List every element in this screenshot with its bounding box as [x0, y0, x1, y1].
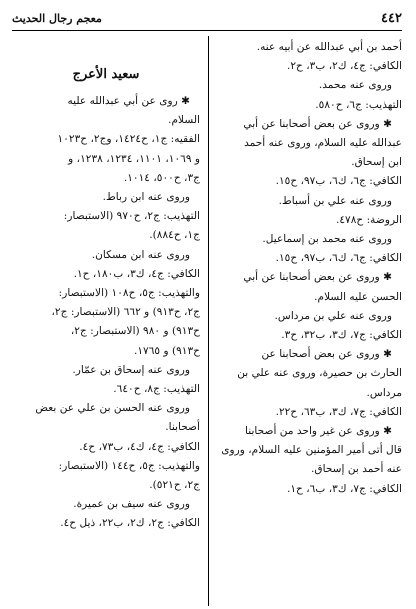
text-line: الكافي: ج٦، ك٦، ب٩٧، ح١٥.: [275, 252, 402, 265]
text-line: التهذيب: ج٢، ح٩٧٠ (الاستبصار:: [63, 210, 200, 223]
text-line: وروى عنه ابن مسكان.: [91, 248, 190, 261]
text-line: وروى عنه علي بن مرداس.: [274, 309, 392, 322]
text-line: الفقيه: ج١، ح١٤٢٤، وج٢، ح١٠٢٣: [57, 133, 200, 146]
text-line: وروى عنه ابن رباط.: [102, 191, 190, 204]
text-line: ✱ وروى عن بعض أصحابنا عن: [261, 348, 392, 361]
text-line: التهذيب: ج٦، ح٥٨٠.: [315, 98, 402, 111]
text-line: أحمد بن أبي عبدالله عن أبيه عنه.: [256, 41, 402, 53]
text-line: والتهذيب: ج٥، ح١٠٨ (الاستبصار:: [58, 287, 200, 300]
text-line: وروى عنه محمد.: [318, 79, 392, 92]
text-line: الكافي: ج٤، ك٤، ب٧٣، ح٤.: [79, 440, 200, 453]
text-line: ✱ وروى عن بعض أصحابنا عن أبي: [243, 271, 392, 284]
entry-heading: سعيد الأعرج: [72, 67, 140, 82]
text-line: ج١، ح٨٨٤).: [149, 229, 200, 242]
text-line: الكافي: ج٤، ك٣، ب١٨٠، ح١.: [73, 267, 200, 280]
text-line: الروضة: ح٤٧٨.: [335, 213, 402, 226]
text-line: الحسن عليه السلام.: [314, 290, 402, 303]
text-line: وروى عنه الحسن بن علي عن بعض: [35, 402, 190, 415]
page-number: ٤٤٢: [381, 10, 402, 26]
text-line: ح٩١٣) و ٩٨٠ (الاستبصار: ج٢،: [70, 325, 200, 338]
left-column: [12, 38, 200, 534]
text-line: ✱ وروى عن غير واحد من أصحابنا: [245, 425, 392, 438]
text-line: أصحابنا.: [165, 421, 200, 434]
text-line: والتهذيب: ج٥، ح١٤٤ (الاستبصار:: [58, 459, 200, 472]
column-divider: [208, 36, 209, 606]
text-line: ج٣، ح٥٠٠، ١٠١٤.: [123, 171, 200, 184]
text-line: عنه أحمد بن إسحاق.: [311, 463, 402, 476]
text-line: الكافي: ج٧، ك٣، ب٦٣، ح٢٢.: [275, 405, 402, 418]
text-line: الكافي: ج٢، ك٢، ب٢٢، ذيل ح٤.: [60, 517, 200, 530]
text-line: وروى عنه سيف بن عميرة.: [73, 498, 190, 511]
text-line: و ١٠٦٩، ١١٠١، ١٢٣٤، ١٢٣٨، و: [68, 152, 200, 165]
text-line: السلام.: [168, 114, 200, 127]
running-title: معجم رجال الحديث: [12, 11, 102, 25]
text-line: وروى عنه علي بن أسباط.: [278, 194, 392, 207]
text-line: الكافي: ج٧، ك٣، ب٣٢، ح٣.: [281, 329, 402, 342]
right-column: [214, 38, 402, 499]
text-line: وروى عنه إسحاق بن عمّار.: [72, 363, 190, 376]
page-header: [12, 6, 402, 31]
text-line: الكافي: ج٧، ك٣، ب٦، ح١.: [286, 482, 402, 495]
text-line: الحارث بن حصيرة، وروى عنه علي بن: [237, 367, 402, 380]
text-line: ح٩١٣) و ١٧٦٥.: [133, 344, 200, 357]
text-line: الكافي: ج٤، ك٢، ب٣، ح٢.: [286, 60, 402, 73]
text-line: ج٢، ح٩١٣) و ٦٦٢ (الاستبصار: ج٢،: [51, 306, 200, 319]
text-line: وروى عنه محمد بن إسماعيل.: [262, 233, 392, 246]
text-line: الكافي: ج٦، ك٦، ب٩٧، ح١٥.: [275, 175, 402, 188]
text-line: ✱ وروى عن بعض أصحابنا عن أبي: [243, 117, 392, 130]
text-line: مرداس.: [366, 386, 402, 399]
text-line: التهذيب: ج٨، ح٦٤٠.: [113, 383, 200, 396]
text-line: ✱ روى عن أبي عبدالله عليه: [67, 95, 190, 107]
text-line: قال أتى أمير المؤمنين عليه السلام، وروى: [221, 444, 402, 457]
text-line: ابن إسحاق.: [351, 156, 402, 169]
text-line: ج٢، ح٥٢١).: [149, 479, 200, 492]
text-line: عبدالله عليه السلام، وروى عنه أحمد: [244, 137, 402, 150]
